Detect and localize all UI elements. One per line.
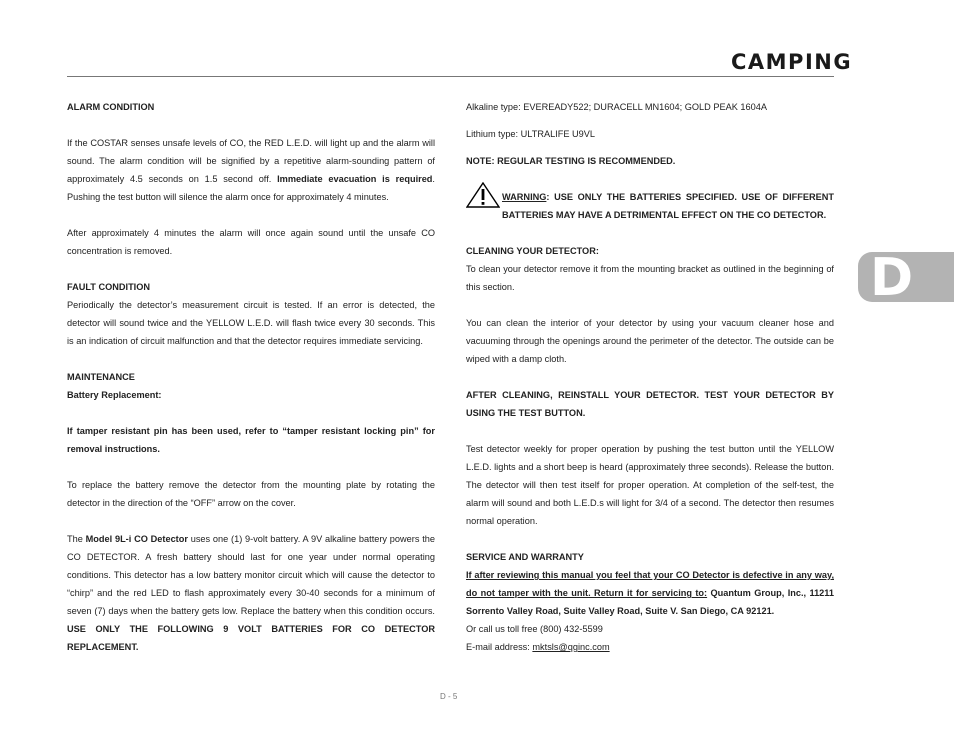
warning-label: WARNING xyxy=(502,192,547,202)
left-column xyxy=(67,98,435,656)
testing-note: NOTE: REGULAR TESTING IS RECOMMENDED. xyxy=(466,156,676,166)
header-rule xyxy=(67,76,834,77)
email-line: E-mail address: mktsls@qginc.com xyxy=(466,642,610,652)
phone-line: Or call us toll free (800) 432-5599 xyxy=(466,624,603,634)
right-column xyxy=(466,98,834,656)
evacuation-warning: Immediate evacuation is required xyxy=(277,174,433,184)
alarm-repeat-paragraph: After approximately 4 minutes the alarm will once again sound until the unsafe CO concentration is removed. xyxy=(67,228,435,256)
alarm-condition-paragraph: If the COSTAR senses unsafe levels of CO, the RED L.E.D. will light up and the alarm will sound. The alarm condition will be signified by a repetitive alarm-sounding pattern of approximately 4.5 seconds on 1.5 second off. Immediate evacuation is required. Pushing the test button will silence the alarm once for approximately 4 minutes. xyxy=(67,138,435,202)
service-paragraph xyxy=(466,566,834,620)
alarm-condition-heading: ALARM CONDITION xyxy=(67,102,155,112)
tamper-note: If tamper resistant pin has been used, refer to “tamper resistant locking pin” for removal instructions. xyxy=(67,426,435,454)
service-warranty-heading: SERVICE AND WARRANTY xyxy=(466,552,584,562)
warning-block xyxy=(466,188,834,224)
cleaning-heading: CLEANING YOUR DETECTOR: xyxy=(466,246,599,256)
warning-text: : USE ONLY THE BATTERIES SPECIFIED. USE OF DIFFERENT BATTERIES MAY HAVE A DETRIMENTAL EFFECT ON THE CO DETECTOR. xyxy=(502,192,834,220)
lithium-type: Lithium type: ULTRALIFE U9VL xyxy=(466,129,596,139)
section-tab xyxy=(858,248,954,308)
maintenance-heading: MAINTENANCE xyxy=(67,372,135,382)
after-cleaning-note: AFTER CLEANING, REINSTALL YOUR DETECTOR. TEST YOUR DETECTOR BY USING THE TEST BUTTON. xyxy=(466,390,834,418)
email-link[interactable]: mktsls@qginc.com xyxy=(532,642,610,652)
test-paragraph: Test detector weekly for proper operation by pushing the test button until the YELLOW L.E.D. lights and a short beep is heard (approximately three seconds). Release the button. The detector will then test itself for proper operation. At completion of the self-test, the alarm will sound and both L.E.D.s will light for 3/4 of a second. The detector then resumes normal operation. xyxy=(466,444,834,526)
page-number: D - 5 xyxy=(440,692,458,701)
replace-battery-paragraph: To replace the battery remove the detector from the mounting plate by rotating the detector in the direction of the “OFF” arrow on the cover. xyxy=(67,480,435,508)
battery-instruction: USE ONLY THE FOLLOWING 9 VOLT BATTERIES FOR CO DETECTOR REPLACEMENT. xyxy=(67,624,435,652)
battery-replacement-heading: Battery Replacement: xyxy=(67,390,162,400)
section-tab-letter: D xyxy=(870,248,914,308)
warning-triangle-icon xyxy=(466,182,500,208)
fault-condition-paragraph: Periodically the detector’s measurement circuit is tested. If an error is detected, the detector will sound twice and the YELLOW L.E.D. will flash twice every 30 seconds. This is an indication of circuit malfunction and that the detector requires immediate servicing. xyxy=(67,300,435,346)
service-address: Quantum Group, Inc., 11211 Sorrento Valley Road, Suite Valley Road, Suite V. San Diego, CA 92121. xyxy=(466,588,835,616)
alkaline-types: Alkaline type: EVEREADY522; DURACELL MN1604; GOLD PEAK 1604A xyxy=(466,102,767,112)
fault-condition-heading: FAULT CONDITION xyxy=(67,282,151,292)
service-instruction: If after reviewing this manual you feel that your CO Detector is defective in any way, do not tamper with the unit. Return it for servicing to: xyxy=(466,570,834,598)
cleaning-paragraph-1: To clean your detector remove it from the mounting bracket as outlined in the beginning of this section. xyxy=(466,264,834,292)
model-battery-paragraph: The Model 9L-i CO Detector uses one (1) 9-volt battery. A 9V alkaline battery powers the CO DETECTOR. A fresh battery should last for one year under normal operating conditions. This detector has a low battery monitor circuit which will cause the detector to “chirp” and the red LED to flash approximately every 30-40 seconds for a minimum of seven (7) days when the battery gets low. Replace the battery when this condition occurs. USE ONLY THE FOLLOWING 9 VOLT BATTERIES FOR CO DETECTOR REPLACEMENT. xyxy=(67,534,435,652)
cleaning-paragraph-2: You can clean the interior of your detector by using your vacuum cleaner hose and vacuuming through the openings around the perimeter of the detector. The outside can be wiped with a damp cloth. xyxy=(466,318,834,364)
model-name: Model 9L-i CO Detector xyxy=(85,534,188,544)
page-header-title: CAMPING xyxy=(731,50,853,74)
